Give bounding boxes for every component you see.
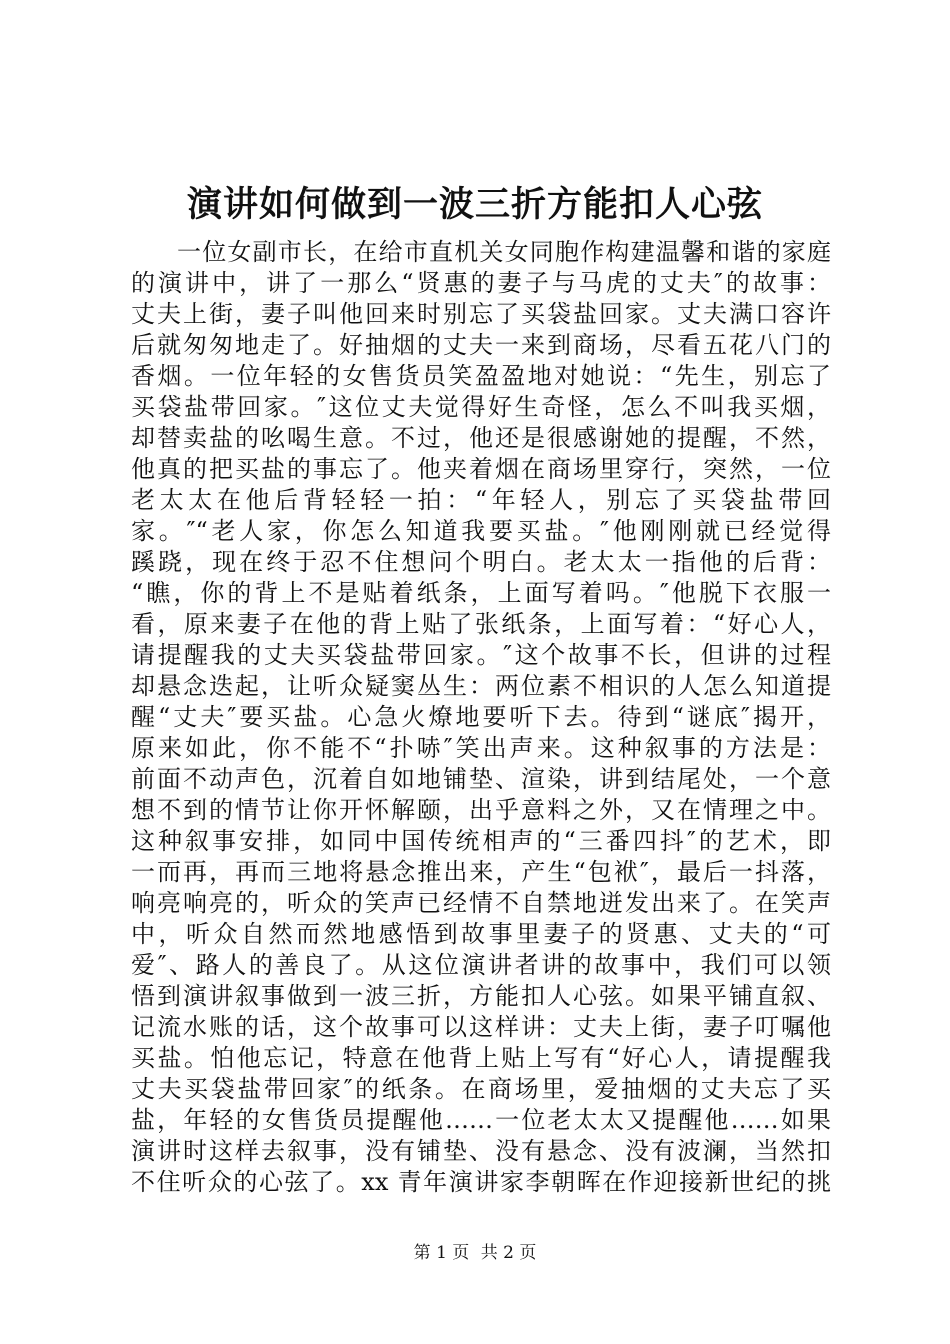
body-line: 蹊跷，现在终于忍不住想问个明白。老太太一指他的后背： bbox=[131, 548, 831, 576]
body-line: 却悬念迭起，让听众疑窦丛生：两位素不相识的人怎么知道提 bbox=[131, 672, 831, 700]
body-line: 想不到的情节让你开怀解颐，出乎意料之外，又在情理之中。 bbox=[131, 796, 831, 824]
body-line: 演讲时这样去叙事，没有铺垫、没有悬念、没有波澜，当然扣 bbox=[131, 1137, 831, 1165]
body-line: 看，原来妻子在他的背上贴了张纸条，上面写着：“好心人， bbox=[131, 610, 831, 638]
body-line: 后就匆匆地走了。好抽烟的丈夫一来到商场，尽看五花八门的 bbox=[131, 331, 831, 359]
body-line: 前面不动声色，沉着自如地铺垫、渲染，讲到结尾处，一个意 bbox=[131, 765, 831, 793]
body-line: 不住听众的心弦了。xx 青年演讲家李朝晖在作迎接新世纪的挑 bbox=[131, 1168, 831, 1196]
document-title: 演讲如何做到一波三折方能扣人心弦 bbox=[186, 184, 763, 225]
page-total: 共 2 页 bbox=[480, 1243, 537, 1263]
body-line: 他真的把买盐的事忘了。他夹着烟在商场里穿行，突然，一位 bbox=[131, 455, 831, 483]
body-line: 醒“丈夫″要买盐。心急火燎地要听下去。待到“谜底″揭开， bbox=[131, 703, 831, 731]
body-line: 的演讲中，讲了一那么“贤惠的妻子与马虎的丈夫″的故事： bbox=[131, 269, 831, 297]
body-line: 这种叙事安排，如同中国传统相声的“三番四抖″的艺术，即 bbox=[131, 827, 831, 855]
body-line: 悟到演讲叙事做到一波三折，方能扣人心弦。如果平铺直叙、 bbox=[131, 982, 831, 1010]
page-footer bbox=[0, 1241, 950, 1265]
body-line: “瞧，你的背上不是贴着纸条，上面写着吗。″他脱下衣服一 bbox=[131, 579, 831, 607]
body-line: 响亮响亮的，听众的笑声已经情不自禁地迸发出来了。在笑声 bbox=[131, 889, 831, 917]
body-line: 丈夫买袋盐带回家″的纸条。在商场里，爱抽烟的丈夫忘了买 bbox=[131, 1075, 831, 1103]
page-number: 第 1 页 bbox=[413, 1243, 470, 1263]
body-line: 中，听众自然而然地感悟到故事里妻子的贤惠、丈夫的“可 bbox=[131, 920, 831, 948]
body-line: 盐，年轻的女售货员提醒他……一位老太太又提醒他……如果 bbox=[131, 1106, 831, 1134]
body-line: 老太太在他后背轻轻一拍：“年轻人，别忘了买袋盐带回 bbox=[131, 486, 831, 514]
body-line: 一而再，再而三地将悬念推出来，产生“包袱″，最后一抖落， bbox=[131, 858, 831, 886]
body-line: 请提醒我的丈夫买袋盐带回家。″这个故事不长，但讲的过程 bbox=[131, 641, 831, 669]
body-line: 买袋盐带回家。″这位丈夫觉得好生奇怪，怎么不叫我买烟， bbox=[131, 393, 831, 421]
body-line: 买盐。怕他忘记，特意在他背上贴上写有“好心人，请提醒我 bbox=[131, 1044, 831, 1072]
body-line: 丈夫上街，妻子叫他回来时别忘了买袋盐回家。丈夫满口容许 bbox=[131, 300, 831, 328]
body-line: 家。″“老人家，你怎么知道我要买盐。″他刚刚就已经觉得 bbox=[131, 517, 831, 545]
body-line: 原来如此，你不能不“扑哧″笑出声来。这种叙事的方法是： bbox=[131, 734, 831, 762]
document-body bbox=[131, 237, 831, 1198]
body-line: 爱″、路人的善良了。从这位演讲者讲的故事中，我们可以领 bbox=[131, 951, 831, 979]
body-line: 香烟。一位年轻的女售货员笑盈盈地对她说：“先生，别忘了 bbox=[131, 362, 831, 390]
body-line: 却替卖盐的吆喝生意。不过，他还是很感谢她的提醒，不然， bbox=[131, 424, 831, 452]
body-line: 一位女副市长，在给市直机关女同胞作构建温馨和谐的家庭 bbox=[177, 238, 831, 266]
body-line: 记流水账的话，这个故事可以这样讲：丈夫上街，妻子叮嘱他 bbox=[131, 1013, 831, 1041]
